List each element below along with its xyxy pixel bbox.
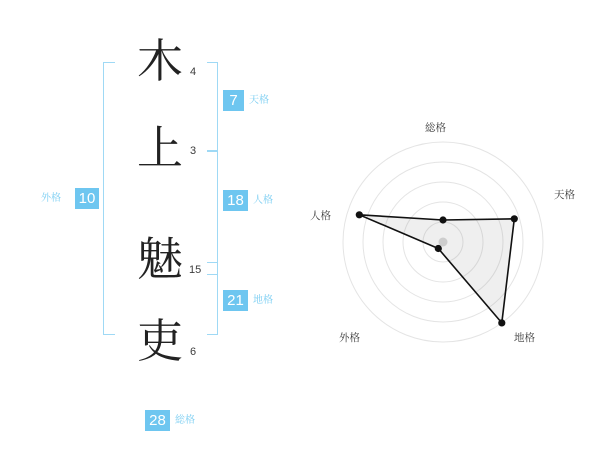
jinkaku-value: 18 xyxy=(223,190,248,211)
kanji-char-2: 上 xyxy=(137,121,183,175)
radar-chart xyxy=(300,0,600,470)
kanji-char-3: 魅 xyxy=(137,232,183,286)
radar-chart-panel xyxy=(300,0,600,470)
stroke-count-4: 6 xyxy=(190,346,197,358)
kanji-char-4: 吏 xyxy=(137,314,183,368)
jinkaku-bracket xyxy=(207,150,218,275)
axis-label-chikaku: 地格 xyxy=(514,332,535,344)
kanji-char-1: 木 xyxy=(137,34,183,88)
outer-bracket xyxy=(103,62,115,335)
outer-格-label: 外格 xyxy=(41,193,61,204)
stroke-count-3: 15 xyxy=(189,264,202,276)
chikaku-label: 地格 xyxy=(253,295,273,306)
axis-label-gaikaku: 外格 xyxy=(339,332,360,344)
axis-label-soukaku: 総格 xyxy=(425,122,446,134)
tenkaku-value: 7 xyxy=(223,90,244,111)
soukaku-label: 総格 xyxy=(175,415,195,426)
jinkaku-label: 人格 xyxy=(253,195,273,206)
outer-格-value: 10 xyxy=(75,188,99,209)
stroke-count-2: 3 xyxy=(190,145,197,157)
chikaku-value: 21 xyxy=(223,290,248,311)
stroke-count-1: 4 xyxy=(190,66,197,78)
axis-label-jinkaku: 人格 xyxy=(310,210,331,222)
tenkaku-label: 天格 xyxy=(249,95,269,106)
axis-label-tenkaku: 天格 xyxy=(554,189,575,201)
tenkaku-bracket xyxy=(207,62,218,152)
chikaku-bracket xyxy=(207,262,218,335)
soukaku-value: 28 xyxy=(145,410,170,431)
